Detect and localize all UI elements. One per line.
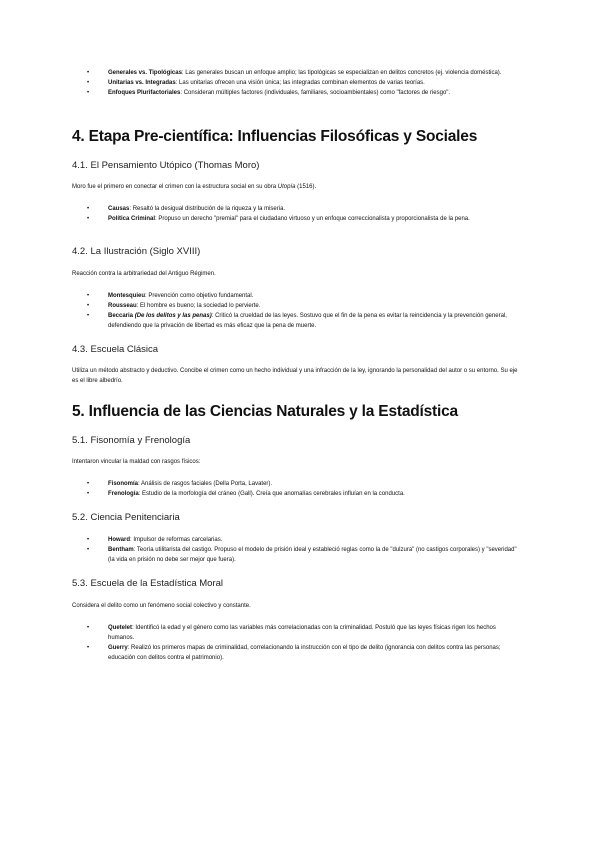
- list-item-term: Causas: [108, 206, 130, 212]
- section-4-2-list: [72, 291, 520, 331]
- list-item: [72, 68, 520, 78]
- list-item: [72, 489, 520, 499]
- list-item: [72, 545, 520, 565]
- intro-text: Moro fue el primero en conectar el crimen con la estructura social en su obra: [72, 184, 278, 190]
- list-item: [72, 301, 520, 311]
- section-5-3-intro: Considera el delito como un fenómeno social colectivo y constante.: [72, 603, 251, 609]
- section-4-1-intro: [72, 182, 520, 192]
- list-item-text: : Teoría utilitarista del castigo. Propuso el modelo de prisión ideal y estableció reglas como la de "dulzura" (no castigos corporales) y "severidad" (la vida en prisión no debe ser mejor que fuera).: [108, 547, 517, 563]
- section-5-2-heading: 5.2. Ciencia Penitenciaria: [72, 512, 180, 523]
- section-5-1-intro: Intentaron vincular la maldad con rasgos físicos:: [72, 459, 201, 465]
- section-5-1-list: [72, 479, 520, 499]
- list-item-text: : Estudio de la morfología del cráneo (Gall). Creía que anomalías cerebrales influían en la conducta.: [138, 491, 405, 497]
- list-item-text: : Las unitarias ofrecen una visión única; las integradas combinan elementos de varias teorías.: [175, 80, 425, 86]
- list-item-text: : Análisis de rasgos faciales (Della Porta, Lavater).: [138, 481, 273, 487]
- section-4-1-heading: 4.1. El Pensamiento Utópico (Thomas Moro): [72, 160, 260, 171]
- list-item-term: Fisonomía: [108, 481, 139, 487]
- list-item-term: Enfoques Plurifactoriales: [108, 90, 181, 96]
- list-item-text: : Consideran múltiples factores (individuales, familiares, socioambientales) como "factores de riesgo".: [180, 90, 451, 96]
- list-item-term: Política Criminal: [108, 216, 156, 222]
- section-4-heading: 4. Etapa Pre-científica: Influencias Filosóficas y Sociales: [72, 128, 478, 145]
- section-5-heading: 5. Influencia de las Ciencias Naturales y la Estadística: [72, 403, 458, 420]
- list-item-term: Generales vs. Tipológicas: [108, 70, 182, 76]
- section-4-3-text: Utiliza un método abstracto y deductivo. Concibe el crimen como un hecho individual y una infracción de la ley, ignorando la personalidad del autor o su entorno. Su eje es el libre albedrío.: [72, 368, 518, 384]
- list-item-term: Quetelet: [108, 625, 133, 631]
- list-item-term: Howard: [108, 537, 131, 543]
- section-4-1-list: [72, 204, 520, 224]
- section-5-3-list: [72, 623, 520, 663]
- list-item-term: Montesquieu: [108, 293, 145, 299]
- book-title: Utopía: [277, 184, 296, 190]
- list-item-term: Guerry: [108, 645, 128, 651]
- top-list: [72, 68, 520, 98]
- list-item-text: : Propuso un derecho "premial" para el ciudadano virtuoso y un enfoque correccionalista y proporcionalista de la pena.: [155, 216, 470, 222]
- list-item: [72, 535, 520, 545]
- list-item-text: : Las generales buscan un enfoque amplio; las tipológicas se especializan en delitos concretos (ej. violencia doméstica).: [181, 70, 502, 76]
- list-item: [72, 643, 520, 663]
- list-item-term: Rousseau: [108, 303, 137, 309]
- book-title: (De los delitos y las penas): [133, 313, 212, 319]
- list-item-text: : El hombre es bueno; la sociedad lo pervierte.: [136, 303, 261, 309]
- list-item: [72, 291, 520, 301]
- list-item: [72, 311, 520, 331]
- list-item: [72, 479, 520, 489]
- section-4-2-heading: 4.2. La Ilustración (Siglo XVIII): [72, 246, 201, 257]
- section-5-2-list: [72, 535, 520, 565]
- list-item-text: : Prevención como objetivo fundamental.: [145, 293, 254, 299]
- section-5-3-heading: 5.3. Escuela de la Estadística Moral: [72, 578, 224, 589]
- list-item-term: Bentham: [108, 547, 134, 553]
- list-item-text: : Identificó la edad y el género como las variables más correlacionadas con la criminalidad. Postuló que las leyes físicas rigen los hechos humanos.: [108, 625, 496, 641]
- list-item: [72, 214, 520, 224]
- list-item: [72, 88, 520, 98]
- section-5-1-heading: 5.1. Fisonomía y Frenología: [72, 435, 191, 446]
- intro-text-end: (1516).: [295, 184, 317, 190]
- list-item-text: : Impulsor de reformas carcelarias.: [130, 537, 223, 543]
- list-item: [72, 78, 520, 88]
- list-item-term: Beccaria: [108, 313, 134, 319]
- list-item: [72, 623, 520, 643]
- list-item-term: Unitarias vs. Integradas: [108, 80, 176, 86]
- list-item-text: : Resaltó la desigual distribución de la riqueza y la miseria.: [129, 206, 286, 212]
- list-item-text: : Realizó los primeros mapas de criminalidad, correlacionando la instrucción con el tipo de delito (ignorancia con delitos contra las personas; educación con delitos contra el patrimonio).: [108, 645, 501, 661]
- list-item-text: : Criticó la crueldad de las leyes. Sostuvo que el fin de la pena es evitar la reincidencia y la prevención general, defendiendo que la privación de libertad es más eficaz que la pena de muerte.: [108, 313, 507, 329]
- top-list-block: [72, 68, 520, 98]
- section-4-2-intro: Reacción contra la arbitrariedad del Antiguo Régimen.: [72, 271, 216, 277]
- list-item: [72, 204, 520, 214]
- list-item-term: Frenología: [108, 491, 139, 497]
- section-4-3-heading: 4.3. Escuela Clásica: [72, 344, 159, 355]
